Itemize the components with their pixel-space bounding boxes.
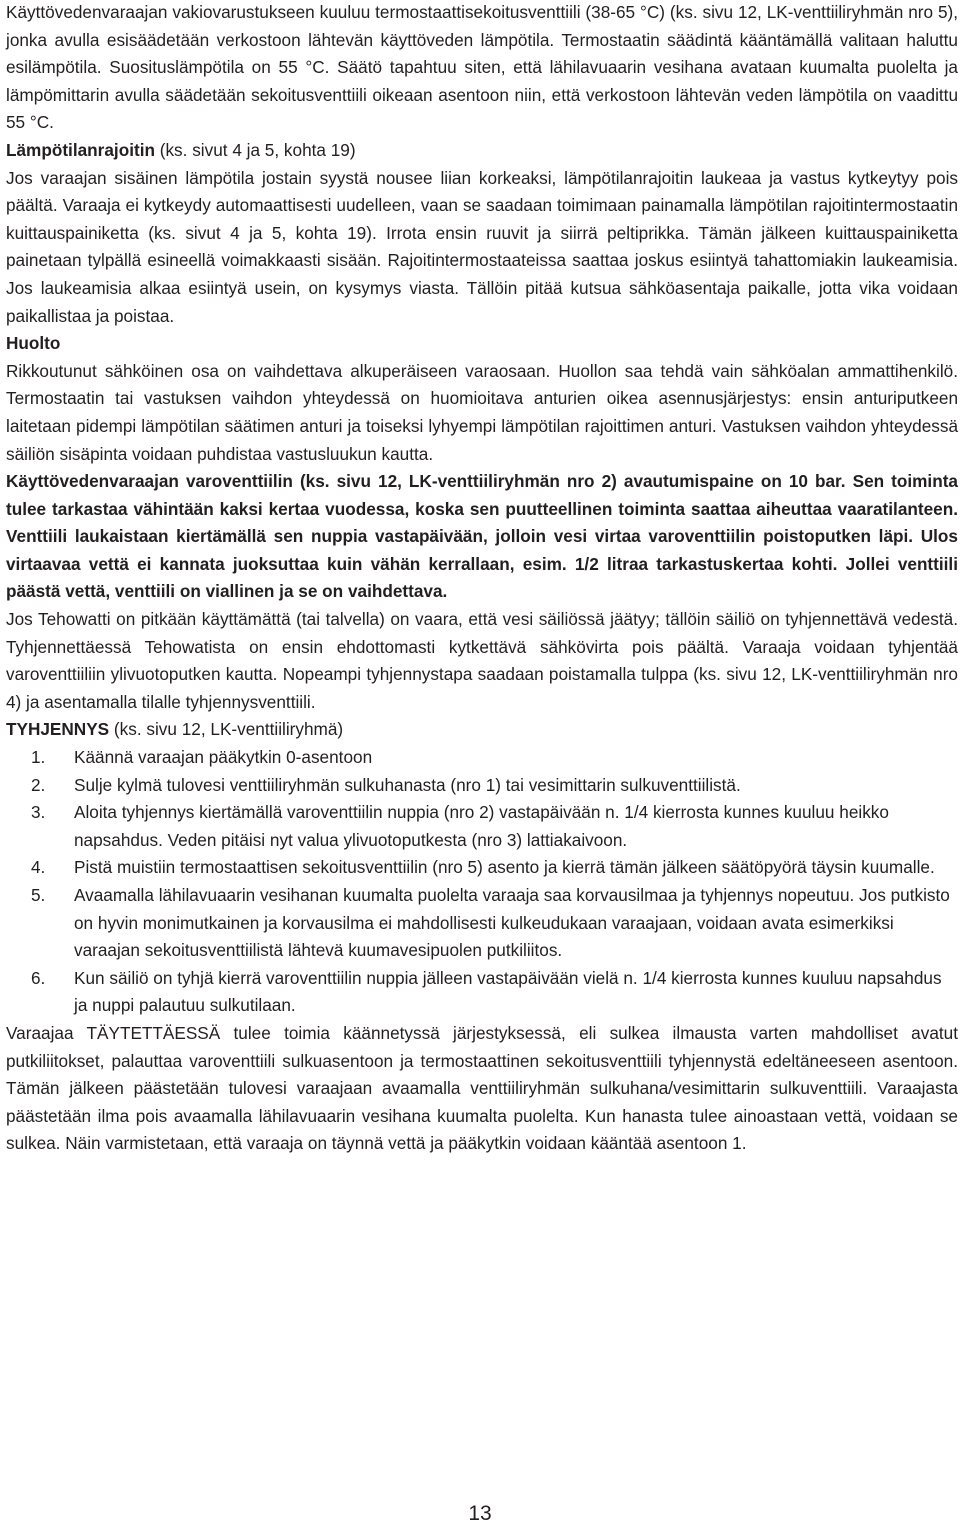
document-page	[6, 0, 958, 1158]
intro-paragraph: Käyttövedenvaraajan vakiovarustukseen kuuluu termostaattisekoitusventtiili (38-65 °C) (ks. sivu 12, LK-venttiiliryhmän nro 5), jonka avulla esisäädetään verkostoon lähtevän käyttöveden lämpötila. Termostaatin säädintä kääntämällä valitaan haluttu esilämpötila. Suosituslämpötila on 55 °C. Säätö tapahtuu siten, että lähilavuaarin vesihana avataan kuumalta puolelta ja lämpömittarin avulla säädetään sekoitusventtiili oikeaan asentoon niin, että verkostoon lähtevän veden lämpötila on vaadittu 55 °C.	[6, 2, 958, 133]
step-text: Kun säiliö on tyhjä kierrä varoventtiilin nuppia jälleen vastapäivään vielä n. 1/4 kierrosta kunnes kuuluu napsahdus ja nuppi palautuu sulkutilaan.	[74, 967, 942, 1016]
safety-valve-text: Käyttövedenvaraajan varoventtiilin (ks. sivu 12, LK-venttiiliryhmän nro 2) avautumispaine on 10 bar. Sen toiminta tulee tarkastaa vähintään kaksi kertaa vuodessa, koska sen puutteellinen toiminta saattaa aiheuttaa vaaratilanteen. Venttiili laukaistaan kiertämällä sen nuppia vastapäivään, jolloin vesi virtaa varoventtiilin poistoputken läpi. Ulos virtaavaa vettä ei kannata juoksuttaa kuin vähän kerrallaan, esim. 1/2 litraa tarkastuskertaa kohti. Jollei venttiili päästä vettä, venttiili on viallinen ja se on vaihdettava.	[6, 471, 958, 602]
list-item	[6, 882, 958, 965]
page-number: 13	[468, 1502, 492, 1525]
limiter-heading-line	[6, 137, 958, 165]
emptying-heading: TYHJENNYS	[6, 719, 110, 740]
step-text: Avaamalla lähilavuaarin vesihanan kuumalta puolelta varaaja saa korvausilmaa ja tyhjennys nopeutuu. Jos putkisto on hyvin monimutkainen ja korvausilma ei mahdollisesti kulkeudukaan varaajaan, voidaan avata esimerkiksi varaajan sekoitusventtiilistä lähtevä kuumavesipuolen putkiliitos.	[74, 885, 950, 961]
step-text: Käännä varaajan pääkytkin 0-asentoon	[74, 747, 373, 768]
step-text: Aloita tyhjennys kiertämällä varoventtiilin nuppia (nro 2) vastapäivään n. 1/4 kierrosta kunnes kuuluu heikko napsahdus. Veden pitäisi nyt valua ylivuotoputkesta (nro 3) lattiakaivoon.	[74, 802, 889, 850]
step-number: 2.	[31, 774, 46, 795]
service-section	[6, 330, 958, 468]
freezing-text: Jos Tehowatti on pitkään käyttämättä (tai talvella) on vaara, että vesi säiliössä jäätyy; tällöin säiliö on tyhjennettävä vedestä. Tyhjennettäessä Tehowatista on ensin ehdottomasti kytkettävä sähkövirta pois päältä. Varaaja voidaan tyhjentää varoventtiiliin ylivuotoputken kautta. Nopeampi tyhjennystapa saadaan poistamalla tulppa (ks. sivu 12, LK-venttiiliryhmän nro 4) ja asentamalla tilalle tyhjennysventtiili.	[6, 609, 958, 712]
emptying-heading-line	[6, 716, 958, 744]
list-item	[6, 772, 958, 800]
refill-text: Varaajaa TÄYTETTÄESSÄ tulee toimia käännetyssä järjestyksessä, eli sulkea ilmausta varten mahdolliset avatut putkiliitokset, palauttaa varoventtiili sulkuasentoon ja termostaattinen sekoitusventtiili tyhjennystä edeltäneeseen asentoon. Tämän jälkeen päästetään tulovesi varaajaan avaamalla venttiiliryhmän sulkuhana/vesimittarin sulkuventtiili. Varaajasta päästetään ilma pois avaamalla lähilavuaarin vesihana kuumalta puolelta. Kun hanasta tulee ainoastaan vettä, voidaan se sulkea. Näin varmistetaan, että varaaja on täynnä vettä ja pääkytkin voidaan kääntää asentoon 1.	[6, 1022, 958, 1154]
list-item	[6, 965, 958, 1020]
list-item	[6, 744, 958, 772]
step-number: 3.	[31, 802, 46, 823]
step-number: 4.	[31, 857, 46, 878]
step-text: Sulje kylmä tulovesi venttiiliryhmän sulkuhanasta (nro 1) tai vesimittarin sulkuventtiilistä.	[74, 774, 741, 795]
limiter-heading-ref: (ks. sivut 4 ja 5, kohta 19)	[154, 139, 356, 160]
limiter-text: Jos varaajan sisäinen lämpötila jostain syystä nousee liian korkeaksi, lämpötilanrajoitin laukeaa ja vastus kytkeytyy pois päältä. Varaaja ei kytkeydy automaattisesti uudelleen, vaan se saadaan toimimaan painamalla lämpötilan rajoitintermostaatin kuittauspainiketta (ks. sivut 4 ja 5, kohta 19). Irrota ensin ruuvit ja siirrä peltiprikka. Tämän jälkeen kuittauspainiketta painetaan tylpällä esineellä voimakkaasti sisään. Rajoitintermostaateissa saattaa joskus esiintyä tahattomiakin laukeamisia. Jos laukeamisia alkaa esiintyä usein, on kysymys viasta. Tällöin pitää kutsua sähköasentaja paikalle, jotta vika voidaan paikallistaa ja poistaa.	[6, 167, 958, 326]
service-text: Rikkoutunut sähköinen osa on vaihdettava alkuperäiseen varaosaan. Huollon saa tehdä vain sähköalan ammattihenkilö. Termostaatin tai vastuksen vaihdon yhteydessä on huomioitava anturien oikea asennusjärjestys: ensin anturiputkeen laitetaan pidempi lämpötilan säätimen anturi ja toiseksi lyhyempi lämpötilan rajoittimen anturi. Vastuksen vaihdon yhteydessä säiliön sisäpinta voidaan puhdistaa vastusluukun kautta.	[6, 360, 958, 464]
emptying-section	[6, 716, 958, 1020]
emptying-steps	[6, 744, 958, 1020]
limiter-heading: Lämpötilanrajoitin	[6, 139, 155, 160]
safety-valve-section	[6, 468, 958, 606]
limiter-section	[6, 137, 958, 330]
step-number: 6.	[31, 967, 46, 988]
list-item	[6, 799, 958, 854]
step-number: 1.	[31, 747, 46, 768]
step-text: Pistä muistiin termostaattisen sekoitusventtiilin (nro 5) asento ja kierrä tämän jälkeen säätöpyörä täysin kuumalle.	[74, 857, 935, 878]
step-number: 5.	[31, 885, 46, 905]
service-heading: Huolto	[6, 333, 61, 354]
emptying-heading-ref: (ks. sivu 12, LK-venttiiliryhmä)	[109, 719, 344, 740]
refill-section	[6, 1020, 958, 1158]
freezing-section	[6, 606, 958, 716]
list-item	[6, 854, 958, 882]
